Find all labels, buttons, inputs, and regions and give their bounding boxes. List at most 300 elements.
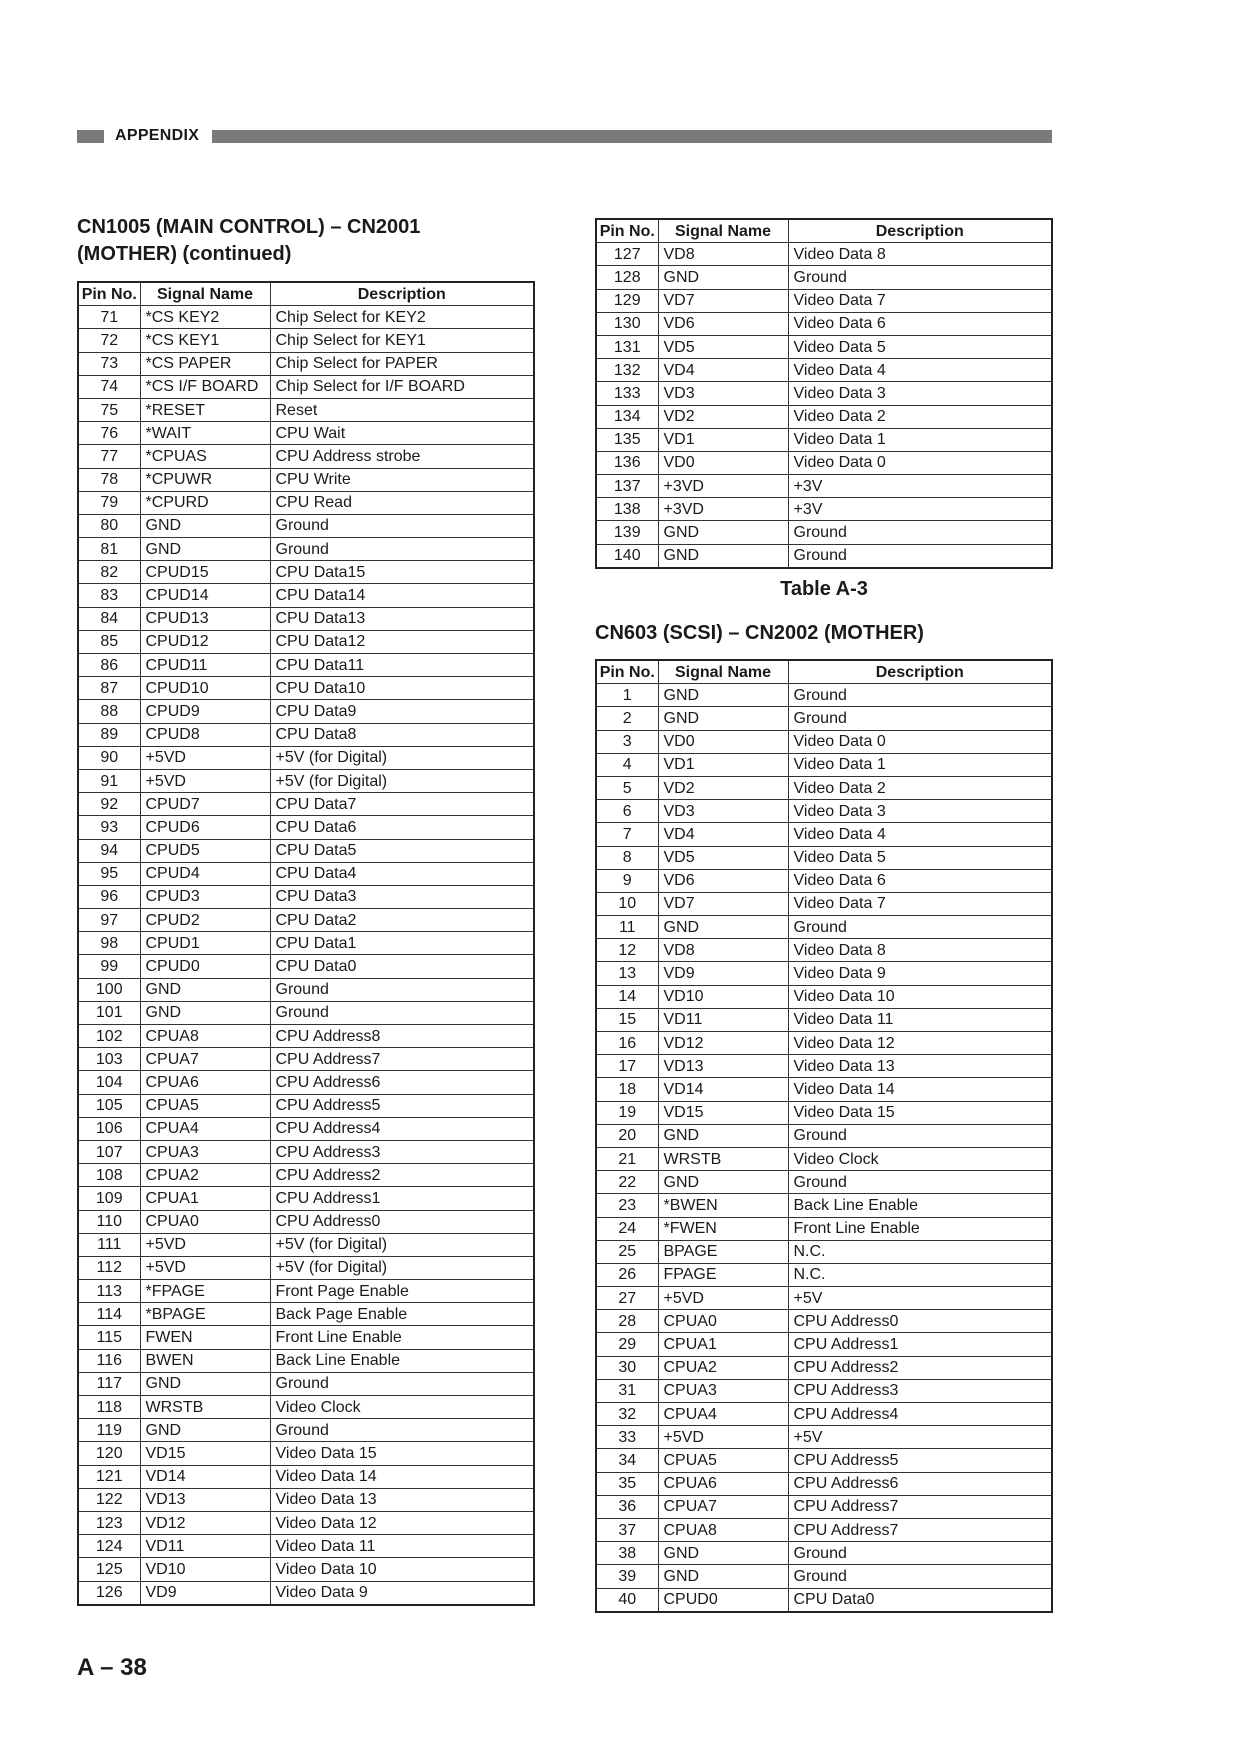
pin-table-cn1005-continued <box>595 218 1053 569</box>
description-cell: Back Line Enable <box>270 1349 534 1372</box>
table-row <box>596 684 1052 707</box>
signal-name-cell: GND <box>658 544 788 568</box>
table-row <box>78 1303 534 1326</box>
description-cell: CPU Address1 <box>788 1333 1052 1356</box>
table-row <box>596 707 1052 730</box>
pin-table-cn1005 <box>77 281 535 1606</box>
signal-name-cell: CPUA8 <box>140 1025 270 1048</box>
table-row <box>78 700 534 723</box>
pin-number-cell: 75 <box>78 398 140 421</box>
description-cell: CPU Address0 <box>788 1310 1052 1333</box>
signal-name-cell: *RESET <box>140 398 270 421</box>
table-row <box>78 422 534 445</box>
col-header-description: Description <box>788 660 1052 684</box>
pin-number-cell: 105 <box>78 1094 140 1117</box>
pin-number-cell: 100 <box>78 978 140 1001</box>
pin-number-cell: 6 <box>596 800 658 823</box>
table-row <box>78 1558 534 1581</box>
description-cell: CPU Data9 <box>270 700 534 723</box>
signal-name-cell: FPAGE <box>658 1263 788 1286</box>
signal-name-cell: CPUA4 <box>658 1403 788 1426</box>
signal-name-cell: VD0 <box>658 451 788 474</box>
table-row <box>596 359 1052 382</box>
table-row <box>596 892 1052 915</box>
signal-name-cell: FWEN <box>140 1326 270 1349</box>
description-cell: CPU Data4 <box>270 862 534 885</box>
pin-number-cell: 94 <box>78 839 140 862</box>
signal-name-cell: WRSTB <box>140 1396 270 1419</box>
description-cell: Video Data 4 <box>788 359 1052 382</box>
pin-number-cell: 29 <box>596 1333 658 1356</box>
table-row <box>78 932 534 955</box>
table-row <box>78 955 534 978</box>
description-cell: Video Data 10 <box>270 1558 534 1581</box>
description-cell: Ground <box>270 978 534 1001</box>
table-row <box>596 1449 1052 1472</box>
pin-number-cell: 35 <box>596 1472 658 1495</box>
signal-name-cell: *WAIT <box>140 422 270 445</box>
table-row <box>596 1147 1052 1170</box>
pin-number-cell: 32 <box>596 1403 658 1426</box>
description-cell: +5V (for Digital) <box>270 1256 534 1279</box>
signal-name-cell: *CS I/F BOARD <box>140 375 270 398</box>
description-cell: CPU Data13 <box>270 607 534 630</box>
description-cell: Video Data 4 <box>788 823 1052 846</box>
pin-number-cell: 17 <box>596 1055 658 1078</box>
section1-title-line1: CN1005 (MAIN CONTROL) – CN2001 <box>77 216 421 238</box>
table-row <box>596 823 1052 846</box>
pin-number-cell: 130 <box>596 312 658 335</box>
table-row <box>78 329 534 352</box>
pin-number-cell: 131 <box>596 335 658 358</box>
pin-number-cell: 117 <box>78 1372 140 1395</box>
pin-number-cell: 127 <box>596 243 658 266</box>
description-cell: Video Data 0 <box>788 451 1052 474</box>
signal-name-cell: CPUD5 <box>140 839 270 862</box>
table-row <box>78 306 534 329</box>
description-cell: Ground <box>788 1542 1052 1565</box>
pin-number-cell: 26 <box>596 1263 658 1286</box>
description-cell: CPU Address strobe <box>270 445 534 468</box>
table-row <box>596 498 1052 521</box>
description-cell: Video Clock <box>788 1147 1052 1170</box>
table-row <box>78 1001 534 1024</box>
col-header-description: Description <box>788 219 1052 243</box>
signal-name-cell: GND <box>658 1565 788 1588</box>
signal-name-cell: +5VD <box>140 769 270 792</box>
signal-name-cell: *CS KEY1 <box>140 329 270 352</box>
pin-number-cell: 8 <box>596 846 658 869</box>
table-row <box>78 793 534 816</box>
pin-number-cell: 137 <box>596 475 658 498</box>
description-cell: CPU Data11 <box>270 654 534 677</box>
pin-number-cell: 85 <box>78 630 140 653</box>
section2-title: CN603 (SCSI) – CN2002 (MOTHER) <box>595 622 924 644</box>
table-row <box>78 630 534 653</box>
signal-name-cell: VD12 <box>658 1032 788 1055</box>
table-row <box>78 1372 534 1395</box>
table-row <box>78 1256 534 1279</box>
pin-number-cell: 133 <box>596 382 658 405</box>
description-cell: Video Data 12 <box>270 1511 534 1534</box>
description-cell: +5V (for Digital) <box>270 769 534 792</box>
description-cell: Video Data 9 <box>270 1581 534 1605</box>
description-cell: Ground <box>788 684 1052 707</box>
table-row <box>596 1078 1052 1101</box>
pin-number-cell: 123 <box>78 1511 140 1534</box>
pin-number-cell: 3 <box>596 730 658 753</box>
description-cell: +5V <box>788 1287 1052 1310</box>
description-cell: Video Data 8 <box>788 243 1052 266</box>
pin-number-cell: 39 <box>596 1565 658 1588</box>
col-header-pin: Pin No. <box>596 660 658 684</box>
description-cell: CPU Data10 <box>270 677 534 700</box>
pin-number-cell: 5 <box>596 776 658 799</box>
pin-number-cell: 18 <box>596 1078 658 1101</box>
table-row <box>78 746 534 769</box>
signal-name-cell: CPUA2 <box>658 1356 788 1379</box>
description-cell: Video Data 7 <box>788 892 1052 915</box>
table-row <box>78 1187 534 1210</box>
pin-number-cell: 114 <box>78 1303 140 1326</box>
signal-name-cell: VD14 <box>140 1465 270 1488</box>
table-row <box>78 1117 534 1140</box>
signal-name-cell: VD6 <box>658 869 788 892</box>
signal-name-cell: CPUD12 <box>140 630 270 653</box>
description-cell: Video Data 13 <box>788 1055 1052 1078</box>
pin-number-cell: 30 <box>596 1356 658 1379</box>
signal-name-cell: CPUD0 <box>140 955 270 978</box>
signal-name-cell: *CPUAS <box>140 445 270 468</box>
signal-name-cell: GND <box>140 1372 270 1395</box>
pin-number-cell: 7 <box>596 823 658 846</box>
table-row <box>78 1071 534 1094</box>
description-cell: Video Data 14 <box>270 1465 534 1488</box>
col-header-pin: Pin No. <box>78 282 140 306</box>
table-row <box>596 428 1052 451</box>
description-cell: CPU Data6 <box>270 816 534 839</box>
pin-number-cell: 110 <box>78 1210 140 1233</box>
signal-name-cell: VD5 <box>658 335 788 358</box>
pin-number-cell: 80 <box>78 514 140 537</box>
description-cell: CPU Data0 <box>270 955 534 978</box>
table-row <box>596 1588 1052 1612</box>
pin-number-cell: 89 <box>78 723 140 746</box>
table-row <box>78 352 534 375</box>
pin-number-cell: 83 <box>78 584 140 607</box>
description-cell: CPU Data14 <box>270 584 534 607</box>
signal-name-cell: *FPAGE <box>140 1280 270 1303</box>
table-row <box>78 1094 534 1117</box>
description-cell: +5V (for Digital) <box>270 1233 534 1256</box>
description-cell: CPU Data8 <box>270 723 534 746</box>
pin-number-cell: 10 <box>596 892 658 915</box>
signal-name-cell: GND <box>140 978 270 1001</box>
signal-name-cell: VD2 <box>658 405 788 428</box>
pin-number-cell: 132 <box>596 359 658 382</box>
description-cell: CPU Address7 <box>270 1048 534 1071</box>
pin-number-cell: 27 <box>596 1287 658 1310</box>
table-row <box>78 1025 534 1048</box>
pin-number-cell: 126 <box>78 1581 140 1605</box>
pin-number-cell: 19 <box>596 1101 658 1124</box>
description-cell: CPU Address4 <box>270 1117 534 1140</box>
description-cell: Video Data 11 <box>270 1535 534 1558</box>
description-cell: Ground <box>270 1001 534 1024</box>
table-row <box>78 723 534 746</box>
table-row <box>78 1210 534 1233</box>
description-cell: Chip Select for KEY2 <box>270 306 534 329</box>
pin-number-cell: 111 <box>78 1233 140 1256</box>
table-row <box>78 654 534 677</box>
pin-number-cell: 37 <box>596 1518 658 1541</box>
pin-number-cell: 40 <box>596 1588 658 1612</box>
pin-number-cell: 121 <box>78 1465 140 1488</box>
description-cell: Video Data 6 <box>788 312 1052 335</box>
table-row <box>596 335 1052 358</box>
signal-name-cell: CPUD15 <box>140 561 270 584</box>
signal-name-cell: *CPURD <box>140 491 270 514</box>
pin-number-cell: 33 <box>596 1426 658 1449</box>
pin-number-cell: 23 <box>596 1194 658 1217</box>
pin-number-cell: 106 <box>78 1117 140 1140</box>
table-row <box>596 382 1052 405</box>
signal-name-cell: CPUA2 <box>140 1164 270 1187</box>
signal-name-cell: VD11 <box>140 1535 270 1558</box>
pin-number-cell: 129 <box>596 289 658 312</box>
description-cell: Back Line Enable <box>788 1194 1052 1217</box>
pin-number-cell: 76 <box>78 422 140 445</box>
signal-name-cell: CPUD4 <box>140 862 270 885</box>
table-caption: Table A-3 <box>780 578 868 600</box>
description-cell: CPU Address2 <box>788 1356 1052 1379</box>
table-row <box>596 1518 1052 1541</box>
table-row <box>78 1233 534 1256</box>
description-cell: Chip Select for KEY1 <box>270 329 534 352</box>
signal-name-cell: CPUA6 <box>140 1071 270 1094</box>
description-cell: CPU Address2 <box>270 1164 534 1187</box>
pin-number-cell: 99 <box>78 955 140 978</box>
pin-number-cell: 34 <box>596 1449 658 1472</box>
signal-name-cell: VD8 <box>658 939 788 962</box>
description-cell: Ground <box>270 1419 534 1442</box>
table-row <box>596 475 1052 498</box>
table-row <box>596 916 1052 939</box>
description-cell: Ground <box>788 266 1052 289</box>
table-row <box>596 753 1052 776</box>
pin-number-cell: 11 <box>596 916 658 939</box>
signal-name-cell: VD4 <box>658 823 788 846</box>
description-cell: CPU Data1 <box>270 932 534 955</box>
pin-number-cell: 134 <box>596 405 658 428</box>
signal-name-cell: VD10 <box>658 985 788 1008</box>
description-cell: Video Data 10 <box>788 985 1052 1008</box>
table-row <box>596 1008 1052 1031</box>
signal-name-cell: GND <box>658 521 788 544</box>
pin-number-cell: 96 <box>78 885 140 908</box>
description-cell: Reset <box>270 398 534 421</box>
table-row <box>596 243 1052 266</box>
description-cell: CPU Address3 <box>270 1140 534 1163</box>
signal-name-cell: CPUA7 <box>140 1048 270 1071</box>
header-label: APPENDIX <box>115 127 200 144</box>
signal-name-cell: +5VD <box>140 1256 270 1279</box>
description-cell: CPU Data3 <box>270 885 534 908</box>
description-cell: Video Data 1 <box>788 753 1052 776</box>
description-cell: Front Page Enable <box>270 1280 534 1303</box>
pin-number-cell: 1 <box>596 684 658 707</box>
table-row <box>78 909 534 932</box>
table-row <box>78 1581 534 1605</box>
pin-number-cell: 31 <box>596 1379 658 1402</box>
pin-number-cell: 87 <box>78 677 140 700</box>
description-cell: Video Data 14 <box>788 1078 1052 1101</box>
signal-name-cell: +3VD <box>658 498 788 521</box>
signal-name-cell: *FWEN <box>658 1217 788 1240</box>
table-row <box>78 769 534 792</box>
table-row <box>78 468 534 491</box>
signal-name-cell: VD1 <box>658 428 788 451</box>
description-cell: CPU Address6 <box>270 1071 534 1094</box>
signal-name-cell: *CS PAPER <box>140 352 270 375</box>
description-cell: CPU Address3 <box>788 1379 1052 1402</box>
table-row <box>596 1333 1052 1356</box>
pin-number-cell: 138 <box>596 498 658 521</box>
pin-number-cell: 22 <box>596 1171 658 1194</box>
signal-name-cell: CPUA4 <box>140 1117 270 1140</box>
signal-name-cell: VD6 <box>658 312 788 335</box>
table-row <box>78 885 534 908</box>
header-rule-bar <box>212 130 1052 143</box>
description-cell: Ground <box>788 916 1052 939</box>
pin-number-cell: 79 <box>78 491 140 514</box>
description-cell: +3V <box>788 475 1052 498</box>
pin-number-cell: 77 <box>78 445 140 468</box>
table-row <box>596 1032 1052 1055</box>
signal-name-cell: CPUD11 <box>140 654 270 677</box>
table-row <box>78 1396 534 1419</box>
table-row <box>78 978 534 1001</box>
description-cell: CPU Address8 <box>270 1025 534 1048</box>
signal-name-cell: *BWEN <box>658 1194 788 1217</box>
table-row <box>596 1287 1052 1310</box>
signal-name-cell: GND <box>658 1171 788 1194</box>
description-cell: CPU Address7 <box>788 1518 1052 1541</box>
pin-number-cell: 140 <box>596 544 658 568</box>
description-cell: CPU Data12 <box>270 630 534 653</box>
signal-name-cell: *BPAGE <box>140 1303 270 1326</box>
signal-name-cell: CPUD9 <box>140 700 270 723</box>
signal-name-cell: CPUD0 <box>658 1588 788 1612</box>
description-cell: Video Data 13 <box>270 1488 534 1511</box>
pin-number-cell: 108 <box>78 1164 140 1187</box>
table-row <box>596 1403 1052 1426</box>
description-cell: Front Line Enable <box>788 1217 1052 1240</box>
table-row <box>596 1124 1052 1147</box>
description-cell: CPU Data7 <box>270 793 534 816</box>
description-cell: Ground <box>270 514 534 537</box>
pin-number-cell: 72 <box>78 329 140 352</box>
table-row <box>596 1472 1052 1495</box>
table-row <box>596 1356 1052 1379</box>
pin-number-cell: 139 <box>596 521 658 544</box>
table-row <box>78 375 534 398</box>
pin-number-cell: 101 <box>78 1001 140 1024</box>
description-cell: Video Data 8 <box>788 939 1052 962</box>
signal-name-cell: CPUD14 <box>140 584 270 607</box>
pin-number-cell: 112 <box>78 1256 140 1279</box>
pin-number-cell: 36 <box>596 1495 658 1518</box>
description-cell: N.C. <box>788 1240 1052 1263</box>
pin-number-cell: 116 <box>78 1349 140 1372</box>
description-cell: Ground <box>270 1372 534 1395</box>
description-cell: Chip Select for I/F BOARD <box>270 375 534 398</box>
table-row <box>596 1542 1052 1565</box>
table-row <box>78 561 534 584</box>
table-header-row <box>596 219 1052 243</box>
description-cell: Video Data 2 <box>788 405 1052 428</box>
pin-number-cell: 86 <box>78 654 140 677</box>
pin-number-cell: 92 <box>78 793 140 816</box>
table-row <box>596 1263 1052 1286</box>
description-cell: CPU Data15 <box>270 561 534 584</box>
description-cell: Video Data 6 <box>788 869 1052 892</box>
pin-number-cell: 12 <box>596 939 658 962</box>
description-cell: Ground <box>788 1124 1052 1147</box>
col-header-signal: Signal Name <box>658 219 788 243</box>
description-cell: Ground <box>788 544 1052 568</box>
pin-number-cell: 74 <box>78 375 140 398</box>
table-row <box>596 869 1052 892</box>
table-row <box>596 1055 1052 1078</box>
table-row <box>78 538 534 561</box>
table-row <box>596 1101 1052 1124</box>
pin-number-cell: 20 <box>596 1124 658 1147</box>
description-cell: Ground <box>788 1171 1052 1194</box>
table-row <box>78 862 534 885</box>
signal-name-cell: CPUD3 <box>140 885 270 908</box>
pin-number-cell: 135 <box>596 428 658 451</box>
table-row <box>596 544 1052 568</box>
description-cell: CPU Data5 <box>270 839 534 862</box>
table-row <box>78 445 534 468</box>
description-cell: CPU Address4 <box>788 1403 1052 1426</box>
pin-number-cell: 4 <box>596 753 658 776</box>
table-row <box>78 607 534 630</box>
pin-number-cell: 82 <box>78 561 140 584</box>
pin-number-cell: 38 <box>596 1542 658 1565</box>
signal-name-cell: VD12 <box>140 1511 270 1534</box>
pin-number-cell: 2 <box>596 707 658 730</box>
signal-name-cell: CPUA7 <box>658 1495 788 1518</box>
pin-number-cell: 97 <box>78 909 140 932</box>
pin-number-cell: 91 <box>78 769 140 792</box>
table-row <box>596 405 1052 428</box>
table-row <box>78 816 534 839</box>
signal-name-cell: GND <box>658 684 788 707</box>
signal-name-cell: VD4 <box>658 359 788 382</box>
description-cell: CPU Data0 <box>788 1588 1052 1612</box>
table-row <box>596 1310 1052 1333</box>
table-row <box>596 451 1052 474</box>
description-cell: Video Data 2 <box>788 776 1052 799</box>
pin-number-cell: 13 <box>596 962 658 985</box>
pin-number-cell: 98 <box>78 932 140 955</box>
table-row <box>596 1426 1052 1449</box>
signal-name-cell: VD9 <box>140 1581 270 1605</box>
pin-number-cell: 16 <box>596 1032 658 1055</box>
pin-number-cell: 93 <box>78 816 140 839</box>
